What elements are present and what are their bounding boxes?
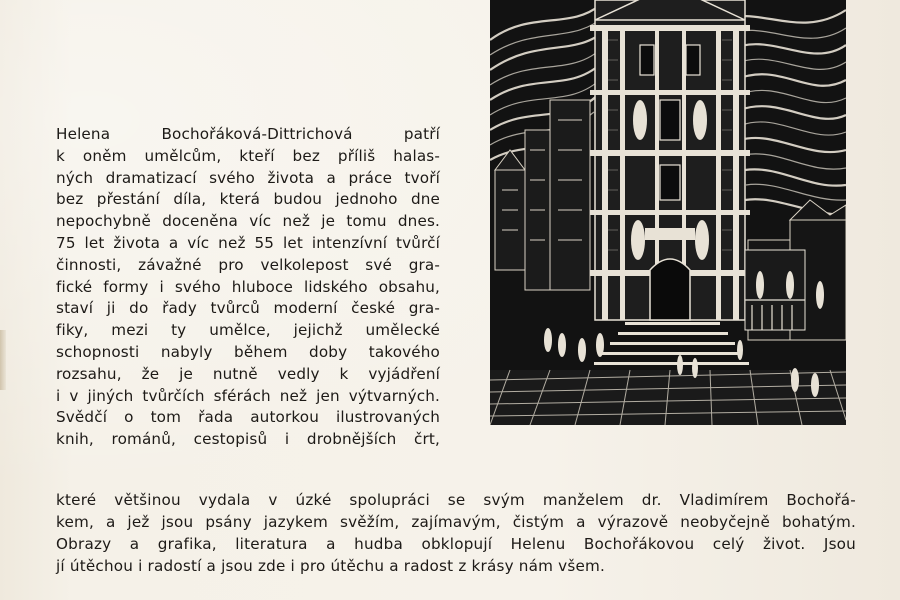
body-text-narrow-column (56, 124, 440, 451)
text-line: bez přestání díla, která budou jednoho dne (56, 190, 440, 209)
page-edge-mark (0, 330, 6, 390)
text-line: rozsahu, že je nutně vedly k vyjádření (56, 364, 440, 383)
woodcut-svg (490, 0, 846, 425)
text-line: činnosti, závažné pro velkolepost své gra- (56, 255, 440, 274)
text-line: i v jiných tvůrčích sférách než jen výtvarných. (56, 386, 440, 405)
text-line: Helena Bochořáková-Dittrichová patří (56, 125, 440, 143)
text-line: fiky, mezi ty umělce, jejichž umělecké (56, 321, 440, 340)
text-line: schopnosti nabyly během doby takového (56, 342, 440, 361)
text-line: fické formy i svého hluboce lidského obsahu, (56, 277, 440, 296)
text-line: nepochybně doceněna víc než je tomu dnes. (56, 212, 440, 231)
text-line: které většinou vydala v úzké spolupráci se svým manželem dr. Vladimírem Bochořá- (56, 491, 856, 509)
text-line: k oněm umělcům, kteří bez příliš halas- (56, 146, 440, 165)
text-line: Svědčí o tom řada autorkou ilustrovaných (56, 408, 440, 427)
text-line: staví ji do řady tvůrců moderní české gra- (56, 299, 440, 318)
text-line: Obrazy a grafika, literatura a hudba obklopují Helenu Bochořákovou celý život. Jsou (56, 535, 856, 553)
text-line: knih, románů, cestopisů i drobnějších črt, (56, 430, 440, 449)
text-line: 75 let života a víc než 55 let intenzívní tvůrčí (56, 233, 440, 252)
text-line: ných dramatizací svého života a práce tvoří (56, 168, 440, 187)
text-line: kem, a jež jsou psány jazykem svěžím, zajímavým, čistým a výrazově neobyčejně bohatým. (56, 513, 856, 531)
text-line: jí útěchou i radostí a jsou zde i pro útěchu a radost z krásy nám všem. (56, 557, 606, 575)
woodcut-illustration-baroque-church (490, 0, 846, 425)
body-text-wide-column (56, 489, 856, 577)
